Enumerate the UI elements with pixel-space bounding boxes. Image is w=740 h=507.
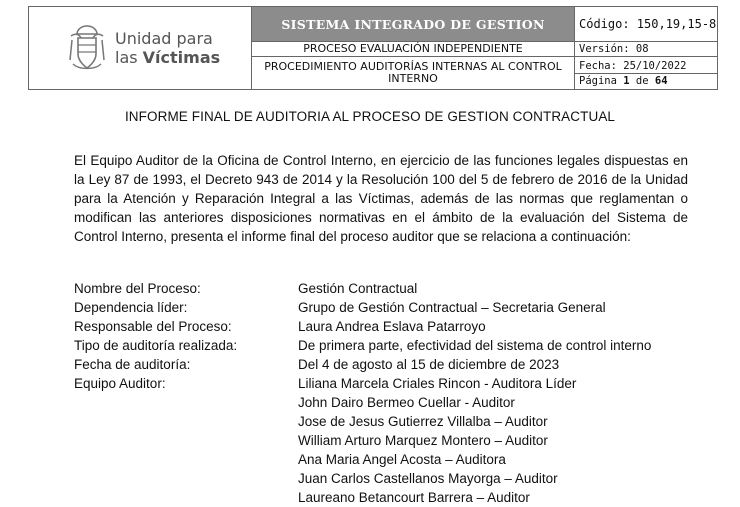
detail-label: Nombre del Proceso: [74,281,201,296]
detail-row [74,450,714,469]
document-code: Código: 150,19,15-8 [575,7,718,42]
detail-row [74,431,714,450]
logo-line-1: Unidad para [115,29,213,48]
detail-label [74,450,298,469]
detail-label [74,488,298,507]
detail-value: Gestión Contractual [298,281,418,296]
detail-value: De primera parte, efectividad del sistema de control interno [298,338,652,353]
date-page-cell [575,57,718,90]
logo-cell [29,7,252,90]
detail-label: Dependencia líder: [74,300,188,315]
detail-row [74,355,714,374]
logo-line-2: las Víctimas [115,48,221,67]
detail-label: Responsable del Proceso: [74,319,232,334]
detail-row [74,488,714,507]
intro-paragraph: El Equipo Auditor de la Oficina de Control Interno, en ejercicio de las funciones legales dispuestas en la Ley 87 de 1993, el Decreto 943 de 2014 y la Resolución 100 del 5 de febrero de 2016 de la Unidad para la Atención y Reparación Integral a las Víctimas, además de las normas que reglamentan o modifican las anteriores disposiciones normativas en el ámbito de la evaluación del Sistema de Control Interno, presenta el informe final del proceso auditor que se relaciona a continuación: [74,153,688,244]
detail-value: Jose de Jesus Gutierrez Villalba – Auditor [298,414,548,429]
detail-label: Fecha de auditoría: [74,357,191,372]
detail-label [74,469,298,488]
document-header [28,6,718,90]
detail-row [74,298,714,317]
detail-label [74,412,298,431]
detail-value: William Arturo Marquez Montero – Auditor [298,433,548,448]
detail-label: Equipo Auditor: [74,376,166,391]
detail-value: Grupo de Gestión Contractual – Secretaria General [298,300,606,315]
detail-value: John Dairo Bermeo Cuellar - Auditor [298,395,515,410]
detail-label [74,393,298,412]
system-title: SISTEMA INTEGRADO DE GESTION [252,7,575,42]
process-name: PROCESO EVALUACIÓN INDEPENDIENTE [252,42,575,57]
detail-value: Laura Andrea Eslava Patarroyo [298,319,486,334]
coat-of-arms-icon [67,24,107,72]
detail-label [74,431,298,450]
detail-row [74,469,714,488]
detail-row [74,317,714,336]
document-date: Fecha: 25/10/2022 [575,59,717,74]
page-number: Página 1 de 64 [579,74,668,87]
document-version: Versión: 08 [575,42,718,57]
report-title: INFORME FINAL DE AUDITORIA AL PROCESO DE GESTION CONTRACTUAL [124,109,616,124]
detail-value: Laureano Betancourt Barrera – Auditor [298,490,530,505]
detail-row [74,412,714,431]
detail-row [74,374,714,393]
procedure-name: PROCEDIMIENTO AUDITORÍAS INTERNAS AL CONTROL INTERNO [252,57,575,90]
detail-value: Liliana Marcela Criales Rincon - Auditora Líder [298,376,577,391]
detail-row [74,279,714,298]
detail-value: Juan Carlos Castellanos Mayorga – Auditor [298,471,558,486]
detail-value: Ana Maria Angel Acosta – Auditora [298,452,506,467]
detail-label: Tipo de auditoría realizada: [74,338,238,353]
institution-logo [29,24,251,72]
detail-row [74,336,714,355]
detail-value: Del 4 de agosto al 15 de diciembre de 2023 [298,357,560,372]
detail-row [74,393,714,412]
audit-details [74,279,714,507]
